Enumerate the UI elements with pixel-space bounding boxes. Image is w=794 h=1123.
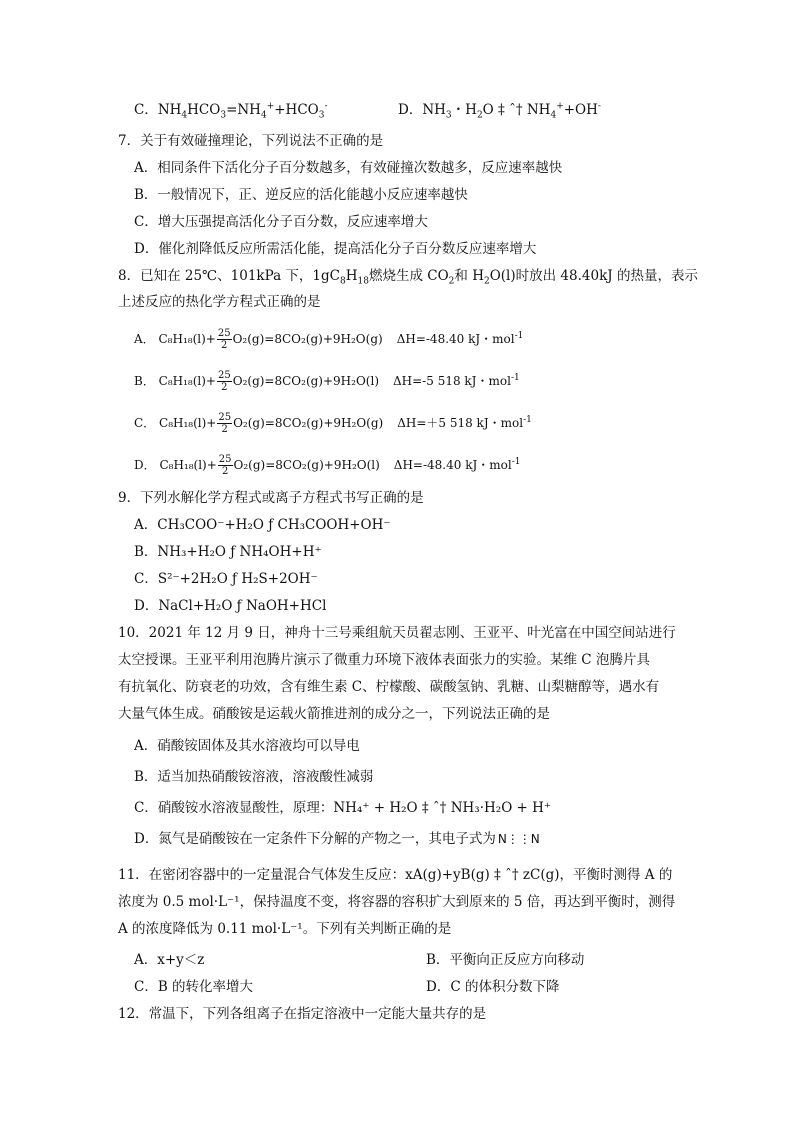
text: +OH — [563, 102, 598, 118]
q8-option-b[interactable] — [134, 370, 520, 393]
text: 和 H — [454, 268, 484, 284]
q6-option-d[interactable] — [398, 101, 601, 119]
superscript: -1 — [511, 457, 521, 467]
fraction — [218, 454, 233, 477]
enthalpy: ΔH=-5 518 kJ・mol — [393, 374, 511, 388]
subscript: 3 — [220, 110, 227, 121]
fraction — [217, 412, 232, 435]
q6-option-c[interactable] — [134, 101, 328, 119]
fraction — [217, 370, 232, 393]
text: D．NH — [398, 102, 446, 118]
q12-stem: 12．常温下，下列各组离子在指定溶液中一定能大量共存的是 — [118, 1006, 487, 1022]
numerator: 25 — [217, 328, 231, 339]
superscript: -1 — [514, 331, 524, 341]
q10-stem-line4: 大量气体生成。硝酸铵是运载火箭推进剂的成分之一，下列说法正确的是 — [118, 706, 550, 722]
superscript: -1 — [523, 415, 532, 425]
option-label: B． — [134, 374, 155, 388]
q7-stem: 7．关于有效碰撞理论，下列说法不正确的是 — [118, 133, 384, 149]
q10-option-a[interactable]: A．硝酸铵固体及其水溶液均可以导电 — [134, 738, 360, 754]
subscript: 8 — [340, 276, 346, 287]
q11-stem-line1: 11．在密闭容器中的一定量混合气体发生反应：xA(g)+yB(g) ‡ ˆ† zC(g)，平衡时测得 A 的 — [118, 867, 673, 883]
q9-option-d[interactable]: D．NaCl+H₂O ƒ NaOH+HCl — [134, 598, 327, 614]
equation-lhs: C₈H₁₈(l)+ — [158, 374, 216, 388]
equation-rhs: O₂(g)=8CO₂(g)+9H₂O(l) — [233, 458, 380, 472]
q8-option-c[interactable] — [134, 412, 532, 435]
q11-option-a[interactable]: A．x+y＜z — [134, 952, 205, 968]
text: ・H — [451, 102, 477, 118]
enthalpy: ΔH=＋5 518 kJ・mol — [397, 416, 524, 430]
q9-stem: 9．下列水解化学方程式或离子方程式书写正确的是 — [118, 490, 424, 506]
q7-option-d[interactable]: D．催化剂降低反应所需活化能，提高活化分子百分数反应速率增大 — [134, 241, 537, 257]
option-label: A． — [134, 332, 155, 346]
equation-lhs: C₈H₁₈(l)+ — [159, 416, 217, 430]
q7-option-b[interactable]: B．一般情况下，正、逆反应的活化能越小反应速率越快 — [134, 187, 468, 203]
numerator: 25 — [218, 454, 232, 465]
q10-option-c[interactable]: C．硝酸铵水溶液显酸性，原理：NH₄⁺ + H₂O ‡ ˆ† NH₃·H₂O + H⁺ — [134, 800, 552, 816]
denominator: 2 — [221, 424, 228, 435]
text: O ‡ ˆ† NH — [482, 102, 551, 118]
superscript: + — [266, 101, 275, 112]
subscript: 18 — [357, 276, 369, 287]
text: 燃烧生成 CO — [368, 268, 449, 284]
numerator: 25 — [218, 412, 232, 423]
q7-option-a[interactable]: A．相同条件下活化分子百分数越多，有效碰撞次数越多，反应速率越快 — [134, 160, 563, 176]
text: O(l)时放出 48.40kJ 的热量，表示 — [489, 268, 698, 284]
electron-formula: N⋮⋮N — [497, 832, 540, 846]
q9-option-b[interactable]: B．NH₃+H₂O ƒ NH₄OH+H⁺ — [134, 544, 322, 560]
subscript: 3 — [445, 110, 452, 121]
subscript: 3 — [318, 110, 325, 121]
fraction — [217, 328, 232, 351]
option-label: D． — [134, 458, 156, 472]
text: 8．已知在 25℃、101kPa 下，1gC — [118, 268, 340, 284]
q9-option-c[interactable]: C．S²⁻+2H₂O ƒ H₂S+2OH⁻ — [134, 571, 318, 587]
subscript: 2 — [483, 276, 490, 287]
equation-lhs: C₈H₁₈(l)+ — [158, 332, 216, 346]
q9-option-a[interactable]: A．CH₃COO⁻+H₂O ƒ CH₃COOH+OH⁻ — [134, 517, 391, 533]
subscript: 4 — [260, 110, 267, 121]
option-label: C． — [134, 416, 156, 430]
q10-stem-line1: 10．2021 年 12 月 9 日，神舟十三号乘组航天员翟志刚、王亚平、叶光富在中国空间站进行 — [118, 625, 676, 641]
equation-rhs: O₂(g)=8CO₂(g)+9H₂O(g) — [233, 416, 384, 430]
text: =NH — [226, 102, 261, 118]
q10-option-d[interactable] — [134, 830, 540, 848]
superscript: + — [556, 101, 564, 112]
q8-option-d[interactable] — [134, 454, 521, 477]
superscript: -1 — [510, 373, 520, 383]
q8-stem-line2: 上述反应的热化学方程式正确的是 — [118, 294, 321, 310]
q10-stem-line2: 太空授课。王亚平利用泡腾片演示了微重力环境下液体表面张力的实验。某维 C 泡腾片具 — [118, 652, 650, 668]
q11-option-c[interactable]: C．B 的转化率增大 — [134, 979, 254, 995]
equation-lhs: C₈H₁₈(l)+ — [159, 458, 217, 472]
superscript: - — [324, 101, 328, 112]
q11-option-b[interactable]: B．平衡向正反应方向移动 — [426, 952, 585, 968]
text: H — [345, 268, 358, 284]
text: C．NH — [134, 102, 182, 118]
q11-stem-line3: A 的浓度降低为 0.11 mol·L⁻¹。下列有关判断正确的是 — [118, 921, 452, 937]
equation-rhs: O₂(g)=8CO₂(g)+9H₂O(l) — [232, 374, 379, 388]
superscript: - — [597, 101, 601, 112]
text: HCO — [187, 102, 221, 118]
enthalpy: ΔH=-48.40 kJ・mol — [396, 332, 515, 346]
subscript: 4 — [181, 110, 188, 121]
q8-option-a[interactable] — [134, 328, 523, 351]
subscript: 2 — [448, 276, 455, 287]
subscript: 4 — [550, 110, 557, 121]
q10-stem-line3: 有抗氧化、防衰老的功效，含有维生素 C、柠檬酸、碳酸氢钠、乳糖、山梨糖醇等，遇水有 — [118, 679, 660, 695]
equation-rhs: O₂(g)=8CO₂(g)+9H₂O(g) — [232, 332, 383, 346]
numerator: 25 — [218, 370, 231, 381]
denominator: 2 — [221, 340, 228, 351]
q7-option-c[interactable]: C．增大压强提高活化分子百分数，反应速率增大 — [134, 214, 428, 230]
denominator: 2 — [221, 466, 229, 477]
option-text: D．氮气是硝酸铵在一定条件下分解的产物之一，其电子式为 — [134, 831, 496, 847]
q11-option-d[interactable]: D．C 的体积分数下降 — [426, 979, 560, 995]
enthalpy: ΔH=-48.40 kJ・mol — [393, 458, 512, 472]
q10-option-b[interactable]: B．适当加热硝酸铵溶液，溶液酸性减弱 — [134, 769, 374, 785]
q11-stem-line2: 浓度为 0.5 mol·L⁻¹，保持温度不变，将容器的容积扩大到原来的 5 倍，再达到平衡时，测得 — [118, 894, 676, 910]
subscript: 2 — [476, 110, 483, 121]
text: +HCO — [274, 102, 319, 118]
denominator: 2 — [221, 382, 228, 393]
q8-stem-line1 — [118, 267, 698, 285]
